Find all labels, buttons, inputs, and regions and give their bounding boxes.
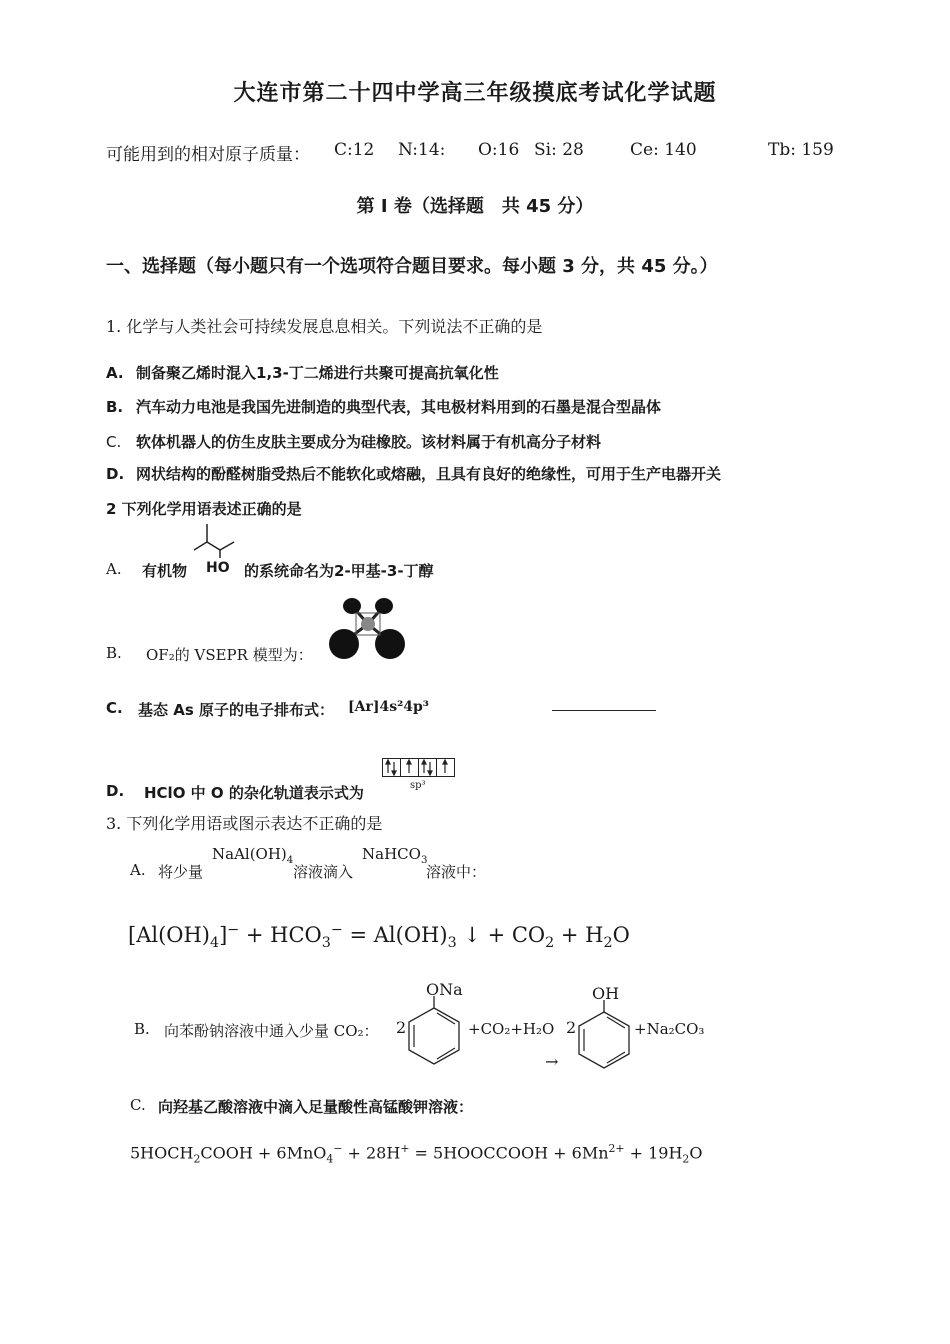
- q1-option-a-text: 制备聚乙烯时混入1,3-丁二烯进行共聚可提高抗氧化性: [136, 364, 499, 382]
- q3-option-a-key: A.: [130, 861, 146, 879]
- page-title: 大连市第二十四中学高三年级摸底考试化学试题: [233, 81, 717, 106]
- q2-option-b-key: B.: [106, 644, 122, 662]
- q1-option-b-key: B.: [106, 398, 124, 416]
- q1-option-a: [106, 362, 499, 383]
- q2-option-a-key: A.: [106, 560, 122, 578]
- q2-option-d-key: D.: [106, 782, 125, 800]
- q1-option-c-key: C.: [106, 433, 122, 451]
- q2-option-b-text: OF₂的 VSEPR 模型为：: [146, 646, 313, 664]
- q1-option-d-text: 网状结构的酚醛树脂受热后不能软化或熔融，且具有良好的绝缘性，可用于生产电器开关: [136, 465, 722, 483]
- q1-option-c-text: 软体机器人的仿生皮肤主要成分为硅橡胶。该材料属于有机高分子材料: [136, 433, 602, 451]
- vsepr-model-icon: [326, 596, 408, 662]
- mass-ce: Ce: 140: [630, 140, 697, 160]
- orbital-label: sp³: [410, 780, 426, 791]
- coef-2: 2: [566, 1018, 577, 1037]
- q1-option-a-key: A.: [106, 364, 124, 382]
- coef-1: 2: [396, 1018, 407, 1037]
- q2-option-c-key: C.: [106, 699, 123, 717]
- mass-o: O:16: [478, 140, 520, 160]
- q1-option-b-text: 汽车动力电池是我国先进制造的典型代表，其电极材料用到的石墨是混合型晶体: [136, 398, 662, 416]
- q2-option-d-text: HClO 中 O 的杂化轨道表示式为: [144, 784, 364, 802]
- part-title: 第 Ⅰ 卷（选择题 共 45 分）: [356, 196, 594, 217]
- reaction-arrow: →: [545, 1052, 559, 1071]
- q1-option-c: [106, 431, 601, 452]
- q2-option-c-text: 基态 As 原子的电子排布式：: [138, 701, 334, 719]
- mass-tb: Tb: 159: [768, 140, 834, 160]
- q2-option-a-post: 的系统命名为2-甲基-3-丁醇: [244, 562, 434, 580]
- answer-underline: [552, 710, 656, 711]
- q3-option-a-mid: 溶液滴入: [293, 863, 354, 881]
- phenol-ring-icon: [572, 1000, 636, 1070]
- equation-c: $5HOCH_2COOH + 6MnO_4^- + 28H^+$ = 5HOOCCOOH + $6Mn^{2+} + 19H_2O$: [130, 1142, 703, 1166]
- substituent-oh: OH: [592, 984, 620, 1003]
- naaloh4-formula: $NaAl(OH)_4$: [212, 845, 294, 866]
- product-plus: +Na₂CO₃: [634, 1020, 705, 1038]
- q3-option-a-pre: 将少量: [158, 863, 204, 881]
- q3-option-b-key: B.: [134, 1020, 150, 1038]
- q1-option-b: [106, 396, 661, 417]
- q3-stem: 3. 下列化学用语或图示表达不正确的是: [106, 814, 383, 833]
- q2-option-a-pre: 有机物: [142, 562, 188, 580]
- mass-c: C:12: [334, 140, 375, 160]
- q3-option-b-text: 向苯酚钠溶液中通入少量 CO₂：: [164, 1022, 379, 1040]
- q3-option-a-post: 溶液中：: [426, 863, 487, 881]
- skeletal-formula-icon: [190, 518, 240, 560]
- sodium-phenoxide-ring-icon: [402, 996, 466, 1066]
- nahco3-formula: NaHCO$_3$: [362, 845, 428, 866]
- atomic-mass-label: 可能用到的相对原子质量：: [106, 145, 310, 165]
- mass-si: Si: 28: [534, 140, 584, 160]
- equation-a: $[Al(OH)_4]^- + HCO_3^- = Al(OH)_3$ ↓ + $CO_2 + H_2O$: [128, 922, 630, 952]
- section-title: 一、选择题（每小题只有一个选项符合题目要求。每小题 3 分，共 45 分。）: [106, 256, 718, 277]
- orbital-diagram-icon: [382, 758, 456, 778]
- q3-option-c-text: 向羟基乙酸溶液中滴入足量酸性高锰酸钾溶液：: [158, 1098, 474, 1116]
- q1-stem: 1. 化学与人类社会可持续发展息息相关。下列说法不正确的是: [106, 317, 543, 336]
- reactant-plus: +CO₂+H₂O: [468, 1020, 555, 1038]
- substituent-ona: ONa: [426, 980, 463, 999]
- q1-option-d-key: D.: [106, 465, 125, 483]
- mass-n: N:14:: [398, 140, 446, 160]
- q3-option-c-key: C.: [130, 1096, 146, 1114]
- q2-option-a-ho: HO: [206, 560, 230, 576]
- electron-configuration: [Ar]4s²4p³: [348, 699, 429, 715]
- q2-stem: 2 下列化学用语表述正确的是: [106, 500, 302, 518]
- q1-option-d: [106, 463, 721, 484]
